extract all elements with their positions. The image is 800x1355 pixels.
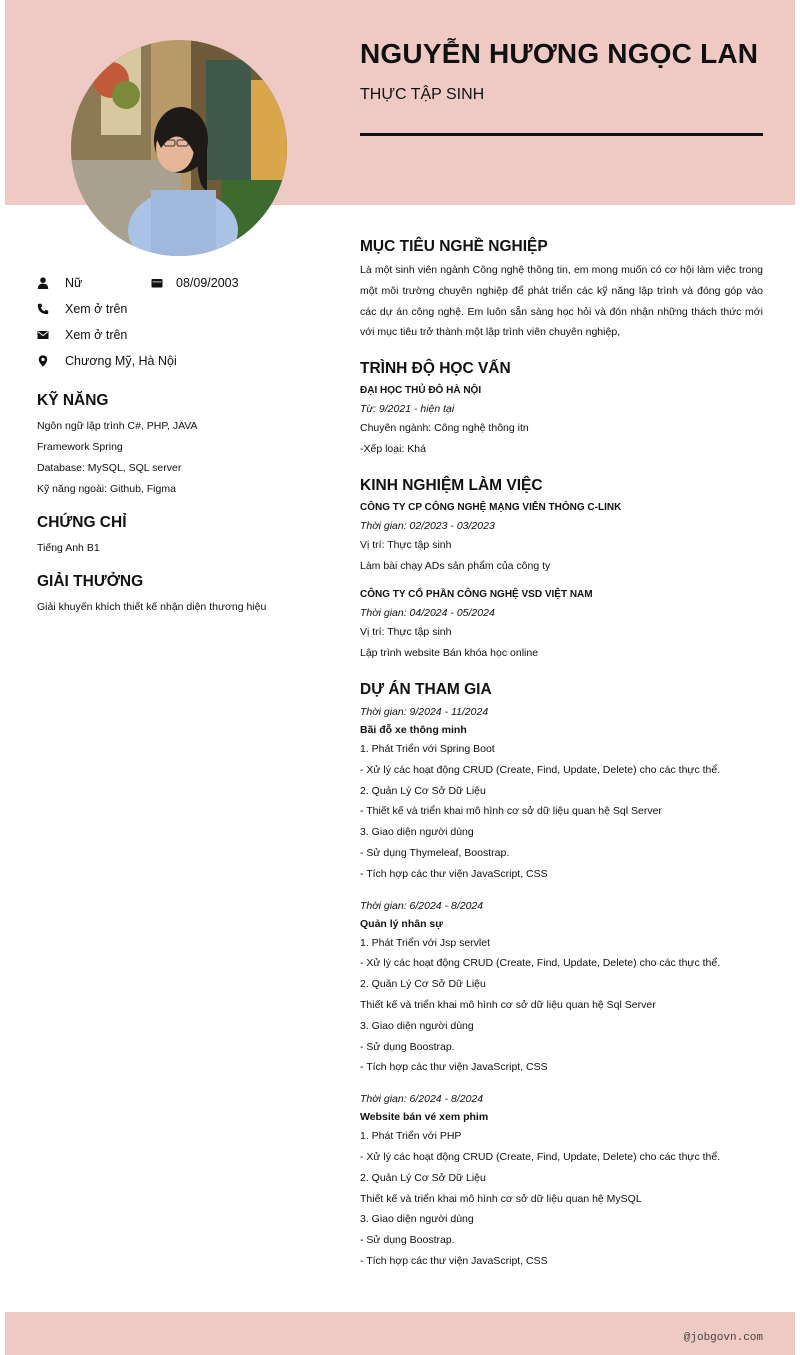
footer-text: @jobgovn.com	[683, 1332, 763, 1344]
project-name: Website bán vé xem phim	[360, 1111, 489, 1124]
project-line: - Thiết kế và triển khai mô hình cơ sở dữ liệu quan hệ Sql Server	[360, 805, 662, 818]
project-line: - Sử dụng Boostrap.	[360, 1234, 455, 1247]
education-line: -Xếp loại: Khá	[360, 442, 426, 455]
left-column	[37, 270, 327, 618]
project-line: 2. Quản Lý Cơ Sở Dữ Liệu	[360, 1171, 486, 1184]
project-line: 2. Quản Lý Cơ Sở Dữ Liệu	[360, 978, 486, 991]
project-period: Thời gian: 9/2024 - 11/2024	[360, 705, 489, 718]
project-period: Thời gian: 6/2024 - 8/2024	[360, 1093, 484, 1106]
objective-title: MỤC TIÊU NGHỀ NGHIỆP	[360, 238, 548, 255]
gender-value: Nữ	[65, 276, 83, 290]
objective-text: Là một sinh viên ngành Công nghệ thông tin, em mong muốn có cơ hội làm việc trong một môi trường chuyên nghiệp để phát triển các kỹ năng lập trình và đóng góp vào các dự án công nghệ. Em luôn sẵn sàng học hỏi và đón nhận những thách thức mới với mục tiêu trở thành một lập trình viên chuyên nghiệp,	[360, 264, 763, 339]
project-line: - Tích hợp các thư viện JavaScript, CSS	[360, 1254, 548, 1267]
birthdate-value: 08/09/2003	[176, 276, 239, 290]
calendar-icon	[151, 277, 163, 289]
job-position: Vị trí: Thực tập sinh	[360, 626, 452, 639]
job-description: Lập trình website Bán khóa học online	[360, 647, 539, 660]
info-row-email	[37, 322, 327, 348]
education-section	[360, 360, 763, 460]
project-line: - Tích hợp các thư viện JavaScript, CSS	[360, 1061, 548, 1074]
project-line: 1. Phát Triển với Jsp servlet	[360, 936, 491, 949]
project-line: - Xử lý các hoạt động CRUD (Create, Find, Update, Delete) cho các thực thể.	[360, 763, 721, 776]
project-name: Bãi đỗ xe thông minh	[360, 723, 467, 736]
project-line: 1. Phát Triển với Spring Boot	[360, 742, 495, 755]
awards-list	[37, 597, 327, 618]
award-item: Giải khuyến khích thiết kế nhận diện thương hiệu	[37, 601, 267, 613]
project-line: 2. Quản Lý Cơ Sở Dữ Liệu	[360, 784, 486, 797]
job-company: CÔNG TY CP CÔNG NGHỆ MẠNG VIỄN THÔNG C-LINK	[360, 501, 622, 513]
awards-section	[37, 573, 327, 618]
project-line: - Sử dụng Boostrap.	[360, 1040, 455, 1053]
skill-item: Ngôn ngữ lập trình C#, PHP, JAVA	[37, 420, 198, 432]
project-line: - Xử lý các hoạt động CRUD (Create, Find, Update, Delete) cho các thực thể.	[360, 957, 721, 970]
right-column	[360, 238, 763, 1272]
project-entry	[360, 1090, 763, 1272]
project-period: Thời gian: 6/2024 - 8/2024	[360, 899, 484, 912]
project-line: 3. Giao diện người dùng	[360, 1213, 474, 1226]
location-pin-icon	[37, 355, 49, 367]
person-icon	[37, 277, 49, 289]
projects-section	[360, 681, 763, 1272]
address-value: Chương Mỹ, Hà Nội	[65, 354, 177, 368]
experience-section	[360, 477, 763, 664]
phone-value: Xem ở trên	[65, 302, 128, 316]
mail-icon	[37, 329, 49, 341]
education-title: TRÌNH ĐỘ HỌC VẤN	[360, 360, 511, 378]
job-description: Làm bài chạy ADs sản phẩm của công ty	[360, 559, 551, 572]
cv-page	[5, 0, 795, 1355]
candidate-role: THỰC TẬP SINH	[360, 86, 485, 103]
certificates-title: CHỨNG CHỈ	[37, 514, 127, 531]
info-row-phone	[37, 296, 327, 322]
avatar-photo	[71, 40, 287, 256]
projects-title: DỰ ÁN THAM GIA	[360, 680, 492, 698]
header-divider	[360, 133, 763, 136]
footer-band	[5, 1312, 795, 1355]
skill-item: Kỹ năng ngoài: Github, Figma	[37, 483, 176, 495]
project-name: Quản lý nhân sự	[360, 917, 443, 930]
objective-section	[360, 238, 763, 343]
skills-section	[37, 392, 327, 500]
project-line: Thiết kế và triển khai mô hình cơ sở dữ liệu quan hệ MySQL	[360, 1192, 642, 1205]
skill-item: Database: MySQL, SQL server	[37, 462, 182, 474]
project-entry	[360, 897, 763, 1079]
job-company: CÔNG TY CỔ PHẦN CÔNG NGHỆ VSD VIỆT NAM	[360, 589, 593, 601]
certificate-item: Tiếng Anh B1	[37, 542, 100, 554]
project-line: 1. Phát Triển với PHP	[360, 1130, 462, 1143]
skills-title: KỸ NĂNG	[37, 392, 109, 409]
info-row-gender-birthdate	[37, 270, 327, 296]
info-row-address	[37, 348, 327, 374]
certificates-section	[37, 514, 327, 559]
education-line: Chuyên ngành: Công nghệ thông itn	[360, 422, 529, 435]
project-line: 3. Giao diện người dùng	[360, 826, 474, 839]
skill-item: Framework Spring	[37, 441, 123, 453]
job-entry	[360, 586, 763, 664]
school-name: ĐẠI HỌC THỦ ĐÔ HÀ NỘI	[360, 385, 482, 397]
phone-icon	[37, 303, 49, 315]
project-line: - Sử dụng Thymeleaf, Boostrap.	[360, 846, 510, 859]
awards-title: GIẢI THƯỞNG	[37, 573, 144, 590]
skills-list	[37, 416, 327, 500]
project-entry	[360, 703, 763, 885]
project-line: Thiết kế và triển khai mô hình cơ sở dữ liệu quan hệ Sql Server	[360, 998, 656, 1011]
experience-title: KINH NGHIỆM LÀM VIỆC	[360, 476, 543, 494]
job-entry	[360, 499, 763, 577]
job-period: Thời gian: 02/2023 - 03/2023	[360, 519, 495, 532]
job-position: Vị trí: Thực tập sinh	[360, 538, 452, 551]
project-line: 3. Giao diện người dùng	[360, 1019, 474, 1032]
email-value: Xem ở trên	[65, 328, 128, 342]
project-line: - Tích hợp các thư viện JavaScript, CSS	[360, 867, 548, 880]
education-period: Từ: 9/2021 - hiện tại	[360, 403, 455, 416]
candidate-name: NGUYỄN HƯƠNG NGỌC LAN	[360, 38, 759, 69]
certificates-list	[37, 538, 327, 559]
avatar	[71, 40, 287, 256]
job-period: Thời gian: 04/2024 - 05/2024	[360, 607, 495, 620]
project-line: - Xử lý các hoạt động CRUD (Create, Find, Update, Delete) cho các thực thể.	[360, 1150, 721, 1163]
